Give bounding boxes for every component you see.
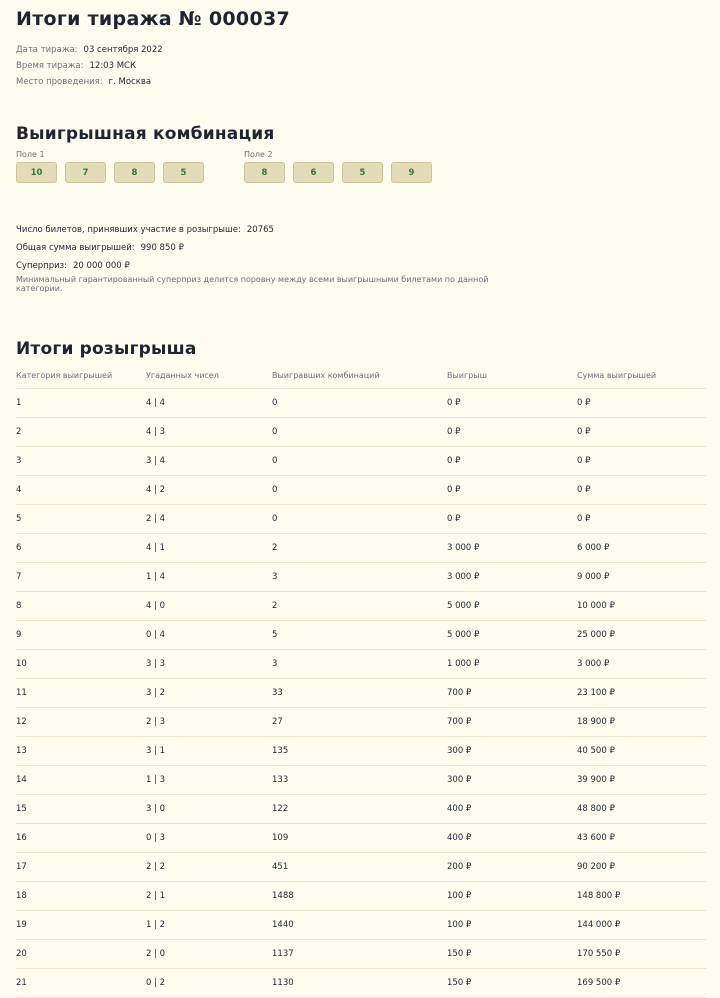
category-cell: 6	[16, 534, 146, 563]
matched-cell: 3 | 2	[146, 679, 272, 708]
winning-combos-cell: 2	[272, 534, 447, 563]
table-row	[16, 592, 706, 621]
prize-cell: 3 000 ₽	[447, 563, 577, 592]
winning-combos-cell: 3	[272, 563, 447, 592]
superprize-value: 20 000 000 ₽	[73, 261, 130, 271]
table-row	[16, 766, 706, 795]
draw-time-value: 12:03 МСК	[89, 61, 137, 71]
matched-cell: 2 | 2	[146, 853, 272, 882]
column-header-total: Сумма выигрышей	[577, 371, 706, 389]
prize-cell: 150 ₽	[447, 940, 577, 969]
field-2	[244, 150, 440, 183]
prize-cell: 0 ₽	[447, 389, 577, 418]
number-ball: 9	[391, 162, 432, 183]
column-header-prize: Выигрыш	[447, 371, 577, 389]
prize-cell: 400 ₽	[447, 795, 577, 824]
total-cell: 23 100 ₽	[577, 679, 706, 708]
matched-cell: 2 | 0	[146, 940, 272, 969]
draw-time	[16, 58, 704, 74]
prize-cell: 200 ₽	[447, 853, 577, 882]
table-row	[16, 737, 706, 766]
total-cell: 18 900 ₽	[577, 708, 706, 737]
total-cell: 0 ₽	[577, 476, 706, 505]
table-row	[16, 911, 706, 940]
number-ball: 10	[16, 162, 57, 183]
category-cell: 2	[16, 418, 146, 447]
winning-combos-cell: 451	[272, 853, 447, 882]
prize-cell: 1 000 ₽	[447, 650, 577, 679]
results-body	[16, 389, 706, 998]
category-cell: 19	[16, 911, 146, 940]
results-table	[16, 371, 706, 998]
category-cell: 4	[16, 476, 146, 505]
prize-cell: 150 ₽	[447, 969, 577, 998]
category-cell: 18	[16, 882, 146, 911]
table-row	[16, 476, 706, 505]
total-cell: 6 000 ₽	[577, 534, 706, 563]
table-row	[16, 563, 706, 592]
matched-cell: 4 | 1	[146, 534, 272, 563]
total-cell: 0 ₽	[577, 447, 706, 476]
category-cell: 17	[16, 853, 146, 882]
number-ball: 5	[163, 162, 204, 183]
table-row	[16, 447, 706, 476]
category-cell: 9	[16, 621, 146, 650]
total-cell: 48 800 ₽	[577, 795, 706, 824]
matched-cell: 2 | 1	[146, 882, 272, 911]
winning-combos-cell: 3	[272, 650, 447, 679]
winning-combos-cell: 5	[272, 621, 447, 650]
total-winnings-value: 990 850 ₽	[140, 243, 184, 253]
field-2-numbers	[244, 162, 440, 183]
matched-cell: 3 | 4	[146, 447, 272, 476]
matched-cell: 4 | 2	[146, 476, 272, 505]
total-cell: 148 800 ₽	[577, 882, 706, 911]
draw-date-label: Дата тиража:	[16, 45, 78, 55]
table-row	[16, 824, 706, 853]
category-cell: 11	[16, 679, 146, 708]
number-ball: 8	[114, 162, 155, 183]
prize-cell: 0 ₽	[447, 476, 577, 505]
prize-cell: 0 ₽	[447, 505, 577, 534]
prize-cell: 400 ₽	[447, 824, 577, 853]
matched-cell: 3 | 3	[146, 650, 272, 679]
number-ball: 8	[244, 162, 285, 183]
field-1-numbers	[16, 162, 212, 183]
draw-date-value: 03 сентября 2022	[83, 45, 163, 55]
total-cell: 0 ₽	[577, 389, 706, 418]
category-cell: 1	[16, 389, 146, 418]
tickets-count	[16, 221, 704, 239]
matched-cell: 0 | 3	[146, 824, 272, 853]
matched-cell: 1 | 3	[146, 766, 272, 795]
total-cell: 39 900 ₽	[577, 766, 706, 795]
winning-combos-cell: 133	[272, 766, 447, 795]
category-cell: 8	[16, 592, 146, 621]
matched-cell: 3 | 0	[146, 795, 272, 824]
draw-place-value: г. Москва	[108, 77, 152, 87]
superprize-label: Суперприз:	[16, 261, 68, 271]
table-row	[16, 679, 706, 708]
draw-time-label: Время тиража:	[16, 61, 84, 71]
table-row	[16, 650, 706, 679]
total-cell: 3 000 ₽	[577, 650, 706, 679]
winning-combos-cell: 0	[272, 505, 447, 534]
winning-combos-cell: 33	[272, 679, 447, 708]
table-row	[16, 882, 706, 911]
draw-place-label: Место проведения:	[16, 77, 103, 87]
total-cell: 0 ₽	[577, 505, 706, 534]
matched-cell: 4 | 3	[146, 418, 272, 447]
total-cell: 170 550 ₽	[577, 940, 706, 969]
total-cell: 144 000 ₽	[577, 911, 706, 940]
matched-cell: 2 | 3	[146, 708, 272, 737]
number-ball: 7	[65, 162, 106, 183]
prize-cell: 0 ₽	[447, 447, 577, 476]
category-cell: 15	[16, 795, 146, 824]
matched-cell: 2 | 4	[146, 505, 272, 534]
category-cell: 20	[16, 940, 146, 969]
prize-cell: 100 ₽	[447, 911, 577, 940]
prize-cell: 5 000 ₽	[447, 621, 577, 650]
number-ball: 5	[342, 162, 383, 183]
table-row	[16, 505, 706, 534]
draw-date	[16, 42, 704, 58]
category-cell: 14	[16, 766, 146, 795]
table-row	[16, 853, 706, 882]
total-winnings-label: Общая сумма выигрышей:	[16, 243, 135, 253]
category-cell: 3	[16, 447, 146, 476]
category-cell: 5	[16, 505, 146, 534]
field-1-label: Поле 1	[16, 150, 45, 159]
total-cell: 10 000 ₽	[577, 592, 706, 621]
table-row	[16, 418, 706, 447]
table-row	[16, 795, 706, 824]
results-title: Итоги розыгрыша	[16, 339, 197, 359]
matched-cell: 1 | 4	[146, 563, 272, 592]
prize-cell: 700 ₽	[447, 679, 577, 708]
prize-cell: 300 ₽	[447, 737, 577, 766]
winning-combination	[16, 150, 704, 183]
winning-combination-title: Выигрышная комбинация	[16, 124, 275, 144]
table-row	[16, 969, 706, 998]
table-row	[16, 389, 706, 418]
prize-cell: 5 000 ₽	[447, 592, 577, 621]
table-row	[16, 621, 706, 650]
winning-combos-cell: 122	[272, 795, 447, 824]
winning-combos-cell: 0	[272, 418, 447, 447]
prize-cell: 3 000 ₽	[447, 534, 577, 563]
category-cell: 16	[16, 824, 146, 853]
table-row	[16, 708, 706, 737]
winning-combos-cell: 1137	[272, 940, 447, 969]
matched-cell: 0 | 4	[146, 621, 272, 650]
tickets-count-label: Число билетов, принявших участие в розыгрыше:	[16, 225, 241, 235]
matched-cell: 0 | 2	[146, 969, 272, 998]
table-row	[16, 534, 706, 563]
total-cell: 40 500 ₽	[577, 737, 706, 766]
column-header-category: Категория выигрышей	[16, 371, 146, 389]
column-header-winning-combos: Выигравших комбинаций	[272, 371, 447, 389]
results-header-row	[16, 371, 706, 389]
category-cell: 10	[16, 650, 146, 679]
tickets-count-value: 20765	[246, 225, 274, 235]
winning-combos-cell: 2	[272, 592, 447, 621]
prize-cell: 100 ₽	[447, 882, 577, 911]
table-row	[16, 940, 706, 969]
matched-cell: 3 | 1	[146, 737, 272, 766]
category-cell: 12	[16, 708, 146, 737]
winning-combos-cell: 0	[272, 476, 447, 505]
draw-stats	[16, 221, 704, 293]
field-2-label: Поле 2	[244, 150, 273, 159]
category-cell: 13	[16, 737, 146, 766]
superprize	[16, 257, 704, 275]
column-header-matched: Угаданных чисел	[146, 371, 272, 389]
field-1	[16, 150, 212, 183]
draw-meta	[16, 42, 704, 90]
total-winnings	[16, 239, 704, 257]
winning-combos-cell: 27	[272, 708, 447, 737]
winning-combos-cell: 135	[272, 737, 447, 766]
category-cell: 21	[16, 969, 146, 998]
total-cell: 9 000 ₽	[577, 563, 706, 592]
total-cell: 90 200 ₽	[577, 853, 706, 882]
matched-cell: 1 | 2	[146, 911, 272, 940]
category-cell: 7	[16, 563, 146, 592]
number-ball: 6	[293, 162, 334, 183]
superprize-note: Минимальный гарантированный суперприз делится поровну между всеми выигрышными билетами по данной категории.	[16, 275, 489, 293]
page-title: Итоги тиража № 000037	[16, 8, 291, 30]
prize-cell: 0 ₽	[447, 418, 577, 447]
prize-cell: 700 ₽	[447, 708, 577, 737]
prize-cell: 300 ₽	[447, 766, 577, 795]
total-cell: 0 ₽	[577, 418, 706, 447]
winning-combos-cell: 0	[272, 389, 447, 418]
winning-combos-cell: 1440	[272, 911, 447, 940]
matched-cell: 4 | 4	[146, 389, 272, 418]
winning-combos-cell: 0	[272, 447, 447, 476]
total-cell: 43 600 ₽	[577, 824, 706, 853]
total-cell: 169 500 ₽	[577, 969, 706, 998]
winning-combos-cell: 1130	[272, 969, 447, 998]
winning-combos-cell: 109	[272, 824, 447, 853]
draw-place	[16, 74, 704, 90]
matched-cell: 4 | 0	[146, 592, 272, 621]
winning-combos-cell: 1488	[272, 882, 447, 911]
total-cell: 25 000 ₽	[577, 621, 706, 650]
